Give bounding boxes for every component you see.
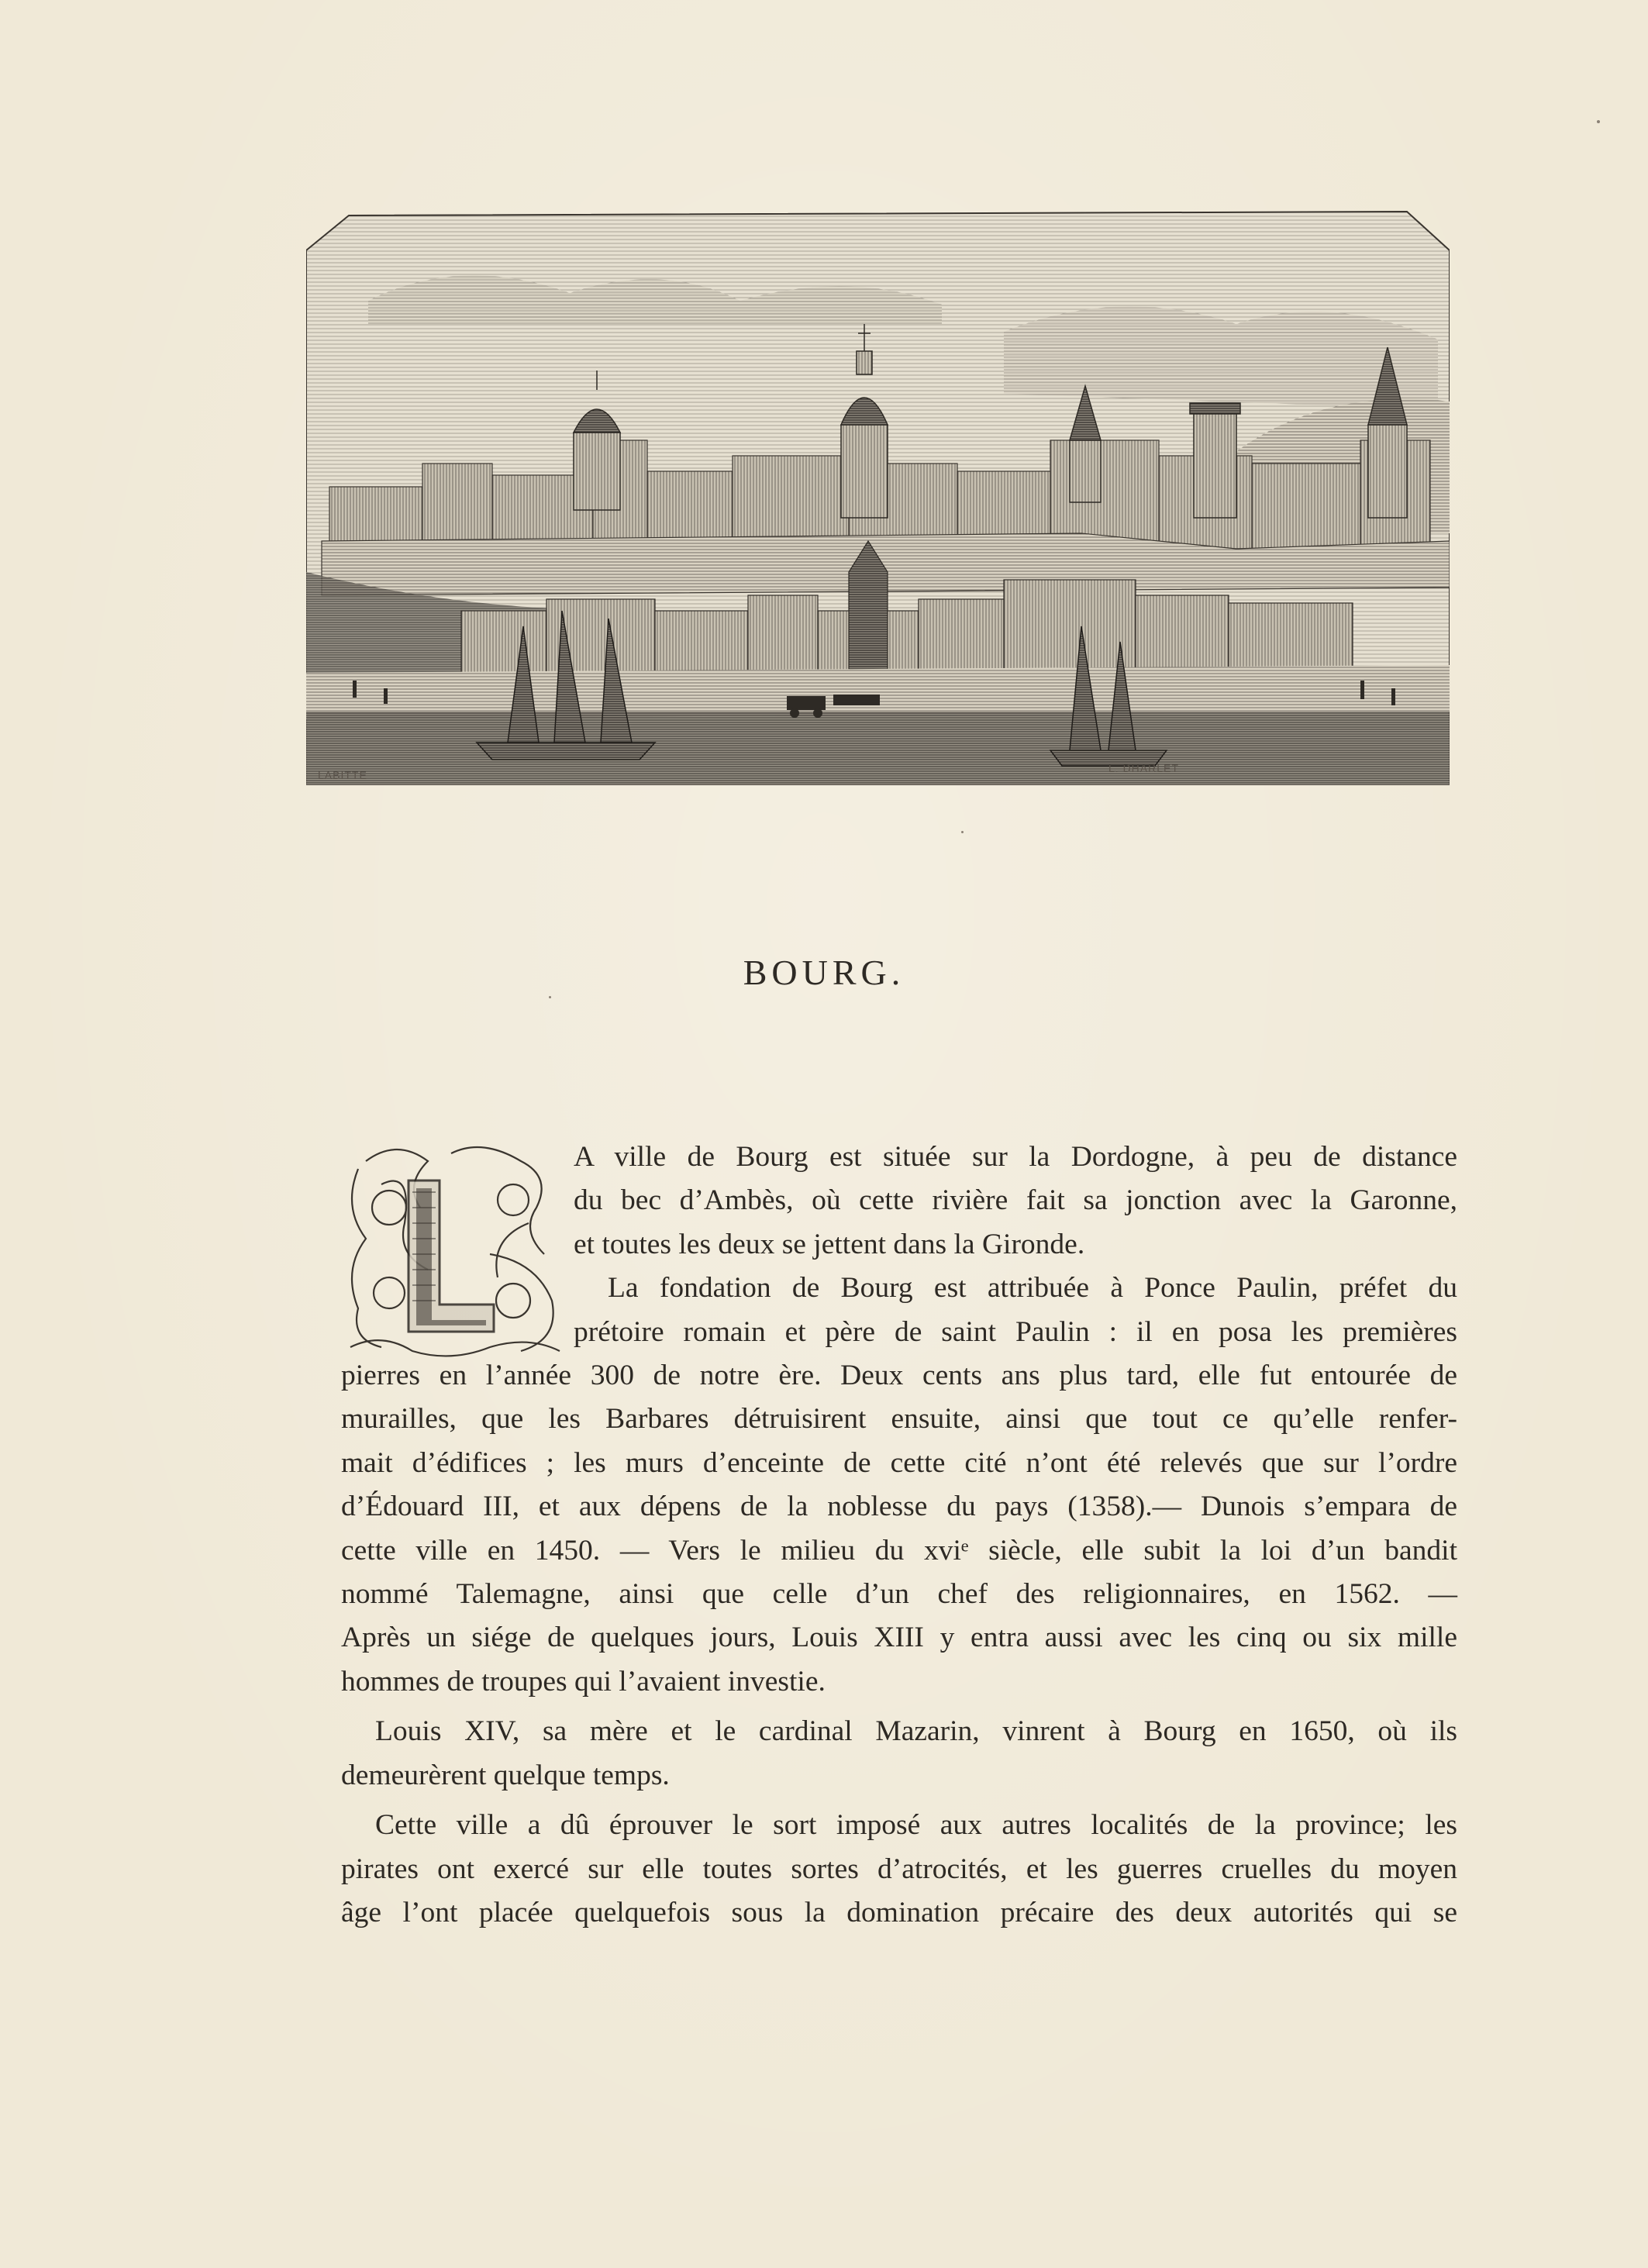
body-text (341, 1136, 1457, 1935)
text-line: du bec d’Ambès, où cette rivière fait sa jonction avec la Garonne, (574, 1184, 1457, 1217)
engraving-illustration (306, 208, 1450, 785)
text-line: d’Édouard III, et aux dépens de la noblesse du pays (1358).— Dunois s’empara de (341, 1491, 1457, 1523)
text-line: prétoire romain et père de saint Paulin : il en posa les premières (574, 1315, 1457, 1348)
text-line: pirates ont exercé sur elle toutes sortes d’atrocités, et les guerres cruelles du moyen (341, 1853, 1457, 1885)
paper-speck (961, 831, 964, 833)
text-line: et toutes les deux se jettent dans la Gironde. (574, 1228, 1085, 1260)
text-line: hommes de troupes qui l’avaient investie. (341, 1665, 826, 1698)
text-line: murailles, que les Barbares détruisirent ensuite, ainsi que tout ce qu’elle renfer- (341, 1403, 1457, 1436)
text-line: Cette ville a dû éprouver le sort imposé aux autres localités de la province; les (375, 1809, 1457, 1842)
town-view-engraving (306, 208, 1450, 785)
paragraph-1 (341, 1354, 1457, 1704)
text-line: La fondation de Bourg est attribuée à Ponce Paulin, préfet du (608, 1272, 1457, 1305)
text-line: nommé Talemagne, ainsi que celle d’un chef des religionnaires, en 1562. — (341, 1578, 1457, 1611)
text-line: A ville de Bourg est située sur la Dordogne, à peu de distance (574, 1141, 1457, 1173)
text-line: mait d’édifices ; les murs d’enceinte de cette cité n’ont été relevés que sur l’ordre (341, 1446, 1457, 1479)
paragraph-3 (341, 1804, 1457, 1935)
paper-speck (549, 996, 551, 998)
paragraph-2 (341, 1710, 1457, 1798)
text-line: Après un siége de quelques jours, Louis XIII y entra aussi avec les cinq ou six mille (341, 1622, 1457, 1654)
text-line: demeurèrent quelque temps. (341, 1759, 670, 1791)
text-line: Louis XIV, sa mère et le cardinal Mazarin, vinrent à Bourg en 1650, où ils (375, 1715, 1457, 1748)
text-line: pierres en l’année 300 de notre ère. Deux cents ans plus tard, elle fut entourée de (341, 1360, 1457, 1392)
engraver-signature-right: L. DHARLET (1108, 762, 1179, 774)
text-line: âge l’ont placée quelquefois sous la domination précaire des deux autorités qui se (341, 1896, 1457, 1928)
engraver-signature-left: LABITTE (318, 769, 367, 781)
paper-speck (1597, 120, 1600, 123)
page-title: BOURG. (743, 953, 905, 992)
text-line: cette ville en 1450. — Vers le milieu du xviᵉ siècle, elle subit la loi d’un bandit (341, 1534, 1457, 1567)
paragraph-1-dropcap-block (574, 1136, 1457, 1354)
